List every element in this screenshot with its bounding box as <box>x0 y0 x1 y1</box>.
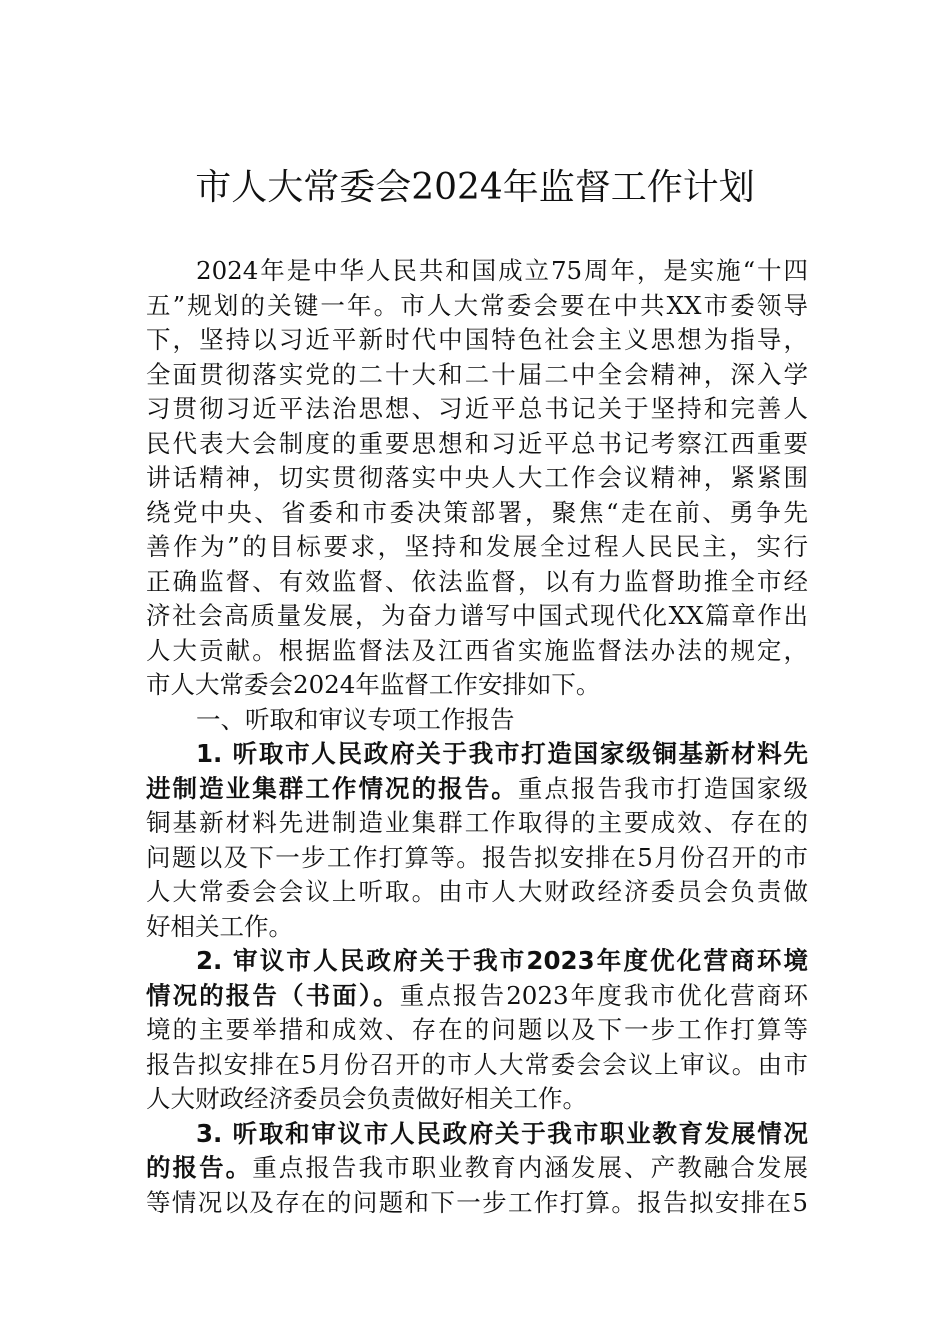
bold-heading-text: 情况的报告（书面）。 <box>146 980 400 1010</box>
text-line <box>146 806 808 841</box>
body-text: 习贯彻习近平法治思想、习近平总书记关于坚持和完善人 <box>146 394 808 423</box>
body-text: 人大财政经济委员会负责做好相关工作。 <box>146 1084 587 1113</box>
text-line <box>146 254 808 289</box>
document-body <box>146 254 808 1220</box>
text-line <box>146 979 808 1014</box>
bold-heading-text: 3. 听取和审议市人民政府关于我市职业教育发展情况 <box>196 1118 808 1148</box>
body-text: 下，坚持以习近平新时代中国特色社会主义思想为指导， <box>146 325 808 354</box>
body-text: 问题以及下一步工作打算等。报告拟安排在5月份召开的市 <box>146 842 808 872</box>
text-line <box>146 565 808 600</box>
text-line <box>146 427 808 462</box>
body-text: 市人大常委会2024年监督工作安排如下。 <box>146 670 601 699</box>
text-line <box>146 737 808 772</box>
body-text: 正确监督、有效监督、依法监督，以有力监督助推全市经 <box>146 566 808 596</box>
body-text: 重点报告2023年度我市优化营商环 <box>399 980 808 1010</box>
text-line <box>146 496 808 531</box>
text-line <box>146 875 808 910</box>
body-text: 民代表大会制度的重要思想和习近平总书记考察江西重要 <box>146 428 808 458</box>
body-text: 等情况以及存在的问题和下一步工作打算。报告拟安排在5 <box>146 1187 808 1217</box>
body-text: 绕党中央、省委和市委决策部署，聚焦“走在前、勇争先 <box>146 497 808 527</box>
body-text: 讲话精神，切实贯彻落实中央人大工作会议精神，紧紧围 <box>146 463 808 492</box>
text-line <box>146 530 808 565</box>
text-line <box>146 703 808 738</box>
document-title: 市人大常委会2024年监督工作计划 <box>195 167 755 208</box>
body-text: 境的主要举措和成效、存在的问题以及下一步工作打算等 <box>146 1015 808 1044</box>
text-line <box>146 634 808 669</box>
bold-heading-text: 的报告。 <box>146 1153 253 1182</box>
text-line <box>146 1082 808 1117</box>
body-text: 重点报告我市职业教育内涵发展、产教融合发展 <box>252 1153 808 1182</box>
text-line <box>146 392 808 427</box>
text-line <box>146 289 808 324</box>
body-text: 全面贯彻落实党的二十大和二十届二中全会精神，深入学 <box>146 359 808 389</box>
text-line <box>146 358 808 393</box>
text-line <box>146 841 808 876</box>
text-line <box>146 461 808 496</box>
text-line <box>146 1048 808 1083</box>
text-line <box>146 599 808 634</box>
text-line <box>146 668 808 703</box>
body-text: 善作为”的目标要求，坚持和发展全过程人民民主，实行 <box>146 532 808 561</box>
text-line <box>146 1151 808 1186</box>
body-text: 铜基新材料先进制造业集群工作取得的主要成效、存在的 <box>146 808 808 837</box>
text-line <box>146 1117 808 1152</box>
text-line <box>146 944 808 979</box>
body-text: 一、听取和审议专项工作报告 <box>196 704 515 734</box>
body-text: 人大贡献。根据监督法及江西省实施监督法办法的规定， <box>146 635 808 665</box>
body-text: 好相关工作。 <box>146 911 293 941</box>
body-text: 2024年是中华人民共和国成立75周年，是实施“十四 <box>196 256 808 285</box>
body-text: 人大常委会会议上听取。由市人大财政经济委员会负责做 <box>146 877 808 906</box>
body-text: 报告拟安排在5月份召开的市人大常委会会议上审议。由市 <box>146 1049 808 1079</box>
body-text: 重点报告我市打造国家级 <box>517 773 808 803</box>
text-line <box>146 772 808 807</box>
text-line <box>146 323 808 358</box>
text-line <box>146 1186 808 1221</box>
bold-heading-text: 1. 听取市人民政府关于我市打造国家级铜基新材料先 <box>196 739 808 768</box>
body-text: 济社会高质量发展，为奋力谱写中国式现代化XX篇章作出 <box>146 601 808 630</box>
bold-heading-text: 2. 审议市人民政府关于我市2023年度优化营商环境 <box>196 946 808 975</box>
text-line <box>146 910 808 945</box>
text-line <box>146 1013 808 1048</box>
body-text: 五”规划的关键一年。市人大常委会要在中共XX市委领导 <box>146 290 808 320</box>
bold-heading-text: 进制造业集群工作情况的报告。 <box>146 773 518 803</box>
